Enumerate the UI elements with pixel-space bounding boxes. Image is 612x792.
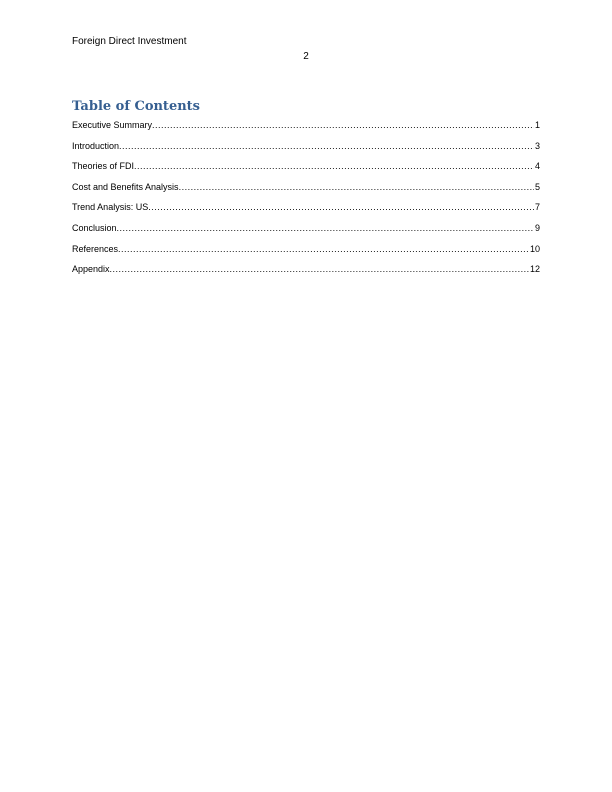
page-number: 2 bbox=[303, 51, 309, 62]
toc-dot-leader bbox=[148, 201, 534, 213]
toc-dot-leader bbox=[152, 119, 534, 131]
toc-entry-executive-summary[interactable] bbox=[72, 119, 540, 140]
toc-entry-title[interactable]: Cost and Benefits Analysis bbox=[72, 181, 179, 192]
toc-entry-title[interactable]: Introduction bbox=[72, 140, 120, 151]
toc-entry-page[interactable]: 3 bbox=[534, 140, 540, 151]
toc-entry-references[interactable] bbox=[72, 243, 540, 264]
toc-entry-page[interactable]: 12 bbox=[529, 264, 540, 275]
toc-entry-introduction[interactable] bbox=[72, 140, 540, 161]
toc-list bbox=[72, 119, 540, 284]
toc-entry-title[interactable]: Trend Analysis: US bbox=[72, 202, 149, 213]
toc-dot-leader bbox=[179, 181, 534, 193]
toc-entry-title[interactable]: Conclusion bbox=[72, 222, 117, 233]
toc-dot-leader bbox=[110, 263, 529, 275]
toc-entry-theories-of-fdi[interactable] bbox=[72, 160, 540, 181]
toc-entry-trend-analysis-us[interactable] bbox=[72, 201, 540, 222]
toc-dot-leader bbox=[118, 243, 529, 255]
toc-entry-page[interactable]: 1 bbox=[534, 120, 540, 130]
toc-entry-cost-and-benefits-analysis[interactable] bbox=[72, 181, 540, 202]
toc-entry-title[interactable]: Executive Summary bbox=[72, 120, 153, 130]
toc-entry-appendix[interactable] bbox=[72, 263, 540, 284]
toc-entry-title[interactable]: Theories of FDI bbox=[72, 161, 135, 172]
toc-entry-page[interactable]: 4 bbox=[534, 161, 540, 172]
running-head: Foreign Direct Investment bbox=[72, 36, 187, 47]
toc-entry-title[interactable]: References bbox=[72, 243, 119, 254]
toc-dot-leader bbox=[134, 160, 534, 172]
toc-heading: Table of Contents bbox=[72, 99, 200, 114]
toc-entry-page[interactable]: 7 bbox=[534, 202, 540, 213]
toc-dot-leader bbox=[119, 140, 534, 152]
toc-entry-conclusion[interactable] bbox=[72, 222, 540, 243]
toc-entry-page[interactable]: 9 bbox=[534, 222, 540, 233]
toc-entry-title[interactable]: Appendix bbox=[72, 264, 110, 275]
toc-entry-page[interactable]: 10 bbox=[529, 243, 540, 254]
toc-dot-leader bbox=[117, 222, 534, 234]
toc-entry-page[interactable]: 5 bbox=[534, 181, 540, 192]
